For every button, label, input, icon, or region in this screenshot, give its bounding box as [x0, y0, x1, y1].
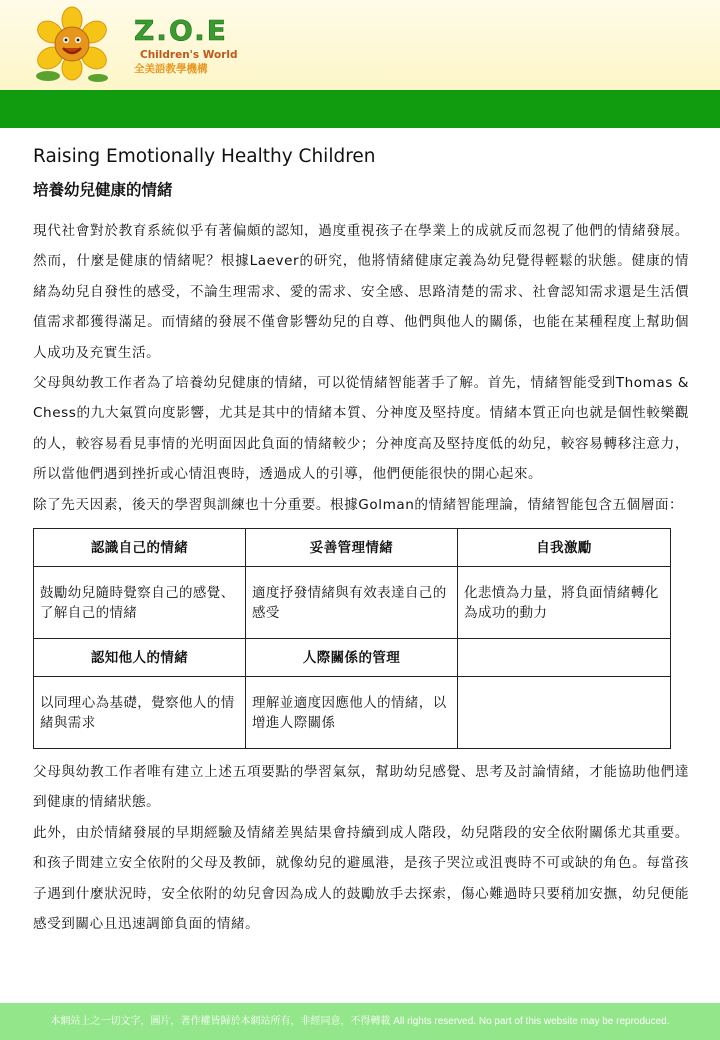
nav-bar [0, 90, 720, 128]
table-header-cell: 認知他人的情緒 [34, 639, 246, 677]
table-header-cell: 自我激勵 [458, 529, 671, 567]
table-cell: 以同理心為基礎，覺察他人的情緒與需求 [34, 677, 246, 749]
article [33, 140, 689, 940]
table-header-cell [458, 639, 671, 677]
table-row [34, 677, 671, 749]
article-title-zh: 培養幼兒健康的情緒 [33, 181, 173, 199]
logo-subtitle: Children's World [140, 49, 238, 61]
logo-tagline: 全美語教學機構 [134, 63, 208, 75]
table-row [34, 567, 671, 639]
paragraph: 父母與幼教工作者唯有建立上述五項要點的學習氣氛，幫助幼兒感覺、思考及討論情緒，才能協助他們達到健康的情緒狀態。 [33, 764, 689, 811]
table-cell: 適度抒發情緒與有效表達自己的感受 [246, 567, 458, 639]
paragraph: 父母與幼教工作者為了培養幼兒健康的情緒，可以從情緒智能著手了解。首先，情緒智能受到Thomas & Chess的九大氣質向度影響，尤其是其中的情緒本質、分神度及堅持度。情緒本質正向也就是個性較樂觀的人，較容易看見事情的光明面因此負面的情緒較少；分神度高及堅持度低的幼兒，較容易轉移注意力，所以當他們遇到挫折或心情沮喪時，透過成人的引導，他們便能很快的開心起來。 [33, 375, 689, 483]
emotional-intelligence-table [33, 528, 671, 749]
paragraph: 除了先天因素，後天的學習與訓練也十分重要。根據Golman的情緒智能理論，情緒智能包含五個層面： [33, 496, 684, 513]
table-header-cell: 人際關係的管理 [246, 639, 458, 677]
paragraph: 現代社會對於教育系統似乎有著偏頗的認知，過度重視孩子在學業上的成就反而忽視了他們的情緒發展。然而，什麼是健康的情緒呢？根據Laever的研究，他將情緒健康定義為幼兒覺得輕鬆的狀態。健康的情緒為幼兒自發性的感受，不論生理需求、愛的需求、安全感、思路清楚的需求、社會認知需求還是生活價值需求都獲得滿足。而情緒的發展不僅會影響幼兒的自尊、他們與他人的關係，也能在某種程度上幫助個人成功及充實生活。 [33, 223, 689, 361]
zoe-logo[interactable] [30, 6, 240, 86]
table-cell: 化悲憤為力量，將負面情緒轉化為成功的動力 [458, 567, 671, 639]
table-cell: 理解並適度因應他人的情緒，以增進人際關係 [246, 677, 458, 749]
sunflower-mascot-icon [34, 7, 111, 82]
table-header-row [34, 639, 671, 677]
footer-copyright: 本網站上之一切文字，圖片，著作權皆歸於本網站所有，非經同意，不得轉載 All rights reserved. No part of this website may be reproduced. [0, 1003, 720, 1040]
site-header [0, 0, 720, 90]
logo-letters: Z.O.E [134, 14, 228, 47]
table-header-cell: 妥善管理情緒 [246, 529, 458, 567]
paragraph: 此外，由於情緒發展的早期經驗及情緒差異結果會持續到成人階段，幼兒階段的安全依附關係尤其重要。和孩子間建立安全依附的父母及教師，就像幼兒的避風港，是孩子哭泣或沮喪時不可或缺的角色。每當孩子遇到什麼狀況時，安全依附的幼兒會因為成人的鼓勵放手去探索，傷心難過時只要稍加安撫，幼兒便能感受到關心且迅速調節負面的情緒。 [33, 824, 689, 933]
table-header-cell: 認識自己的情緒 [34, 529, 246, 567]
table-cell: 鼓勵幼兒隨時覺察自己的感覺、了解自己的情緒 [34, 567, 246, 639]
table-header-row [34, 529, 671, 567]
article-title-en: Raising Emotionally Healthy Children [33, 146, 376, 167]
table-cell [458, 677, 671, 749]
